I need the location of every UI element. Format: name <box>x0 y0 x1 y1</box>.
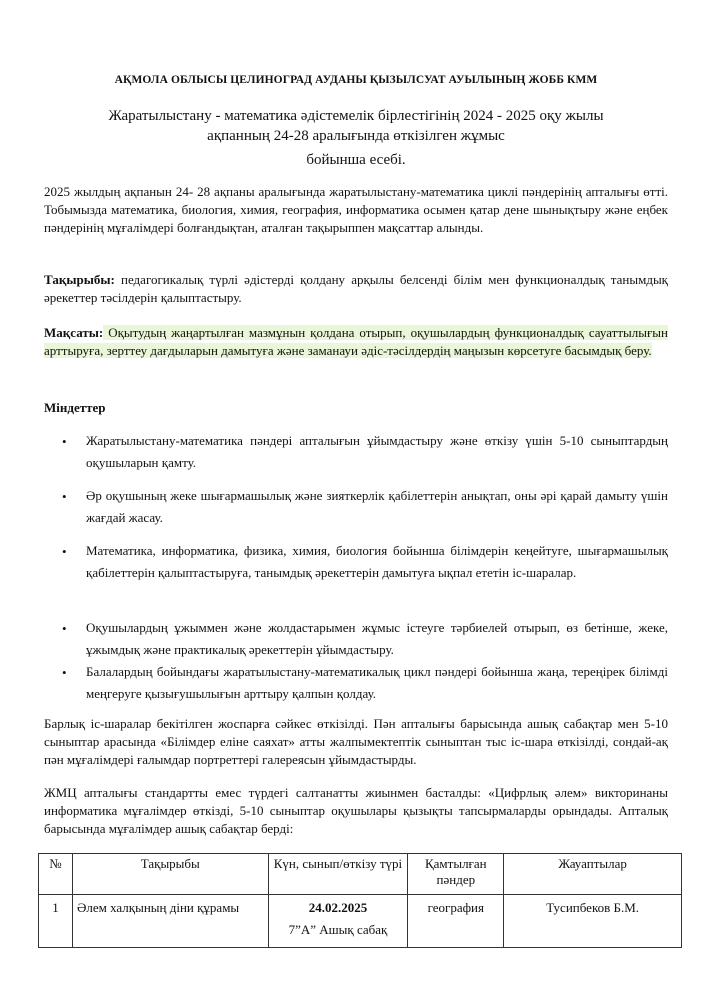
organization-header: АҚМОЛА ОБЛЫСЫ ЦЕЛИНОГРАД АУДАНЫ ҚЫЗЫЛСУАТ АУЫЛЫНЫҢ ЖОББ КММ <box>114 74 598 86</box>
tasks-heading: Міндеттер <box>44 400 106 415</box>
events-paragraph: Барлық іс-шаралар бекітілген жоспарға сәйкес өткізілді. Пән апталығы барысында ашық сабақтар мен 5-10 сыныптар арасында «Білімдер еліне саяхат» атты жалпымектептік сыныптан тыс іс-шара өткізілді, сондай-ақ пән мұғалімдері ғалымдар портреттері галереясын ұйымдастырды. <box>44 716 668 767</box>
table-header-row <box>39 854 682 895</box>
intro-paragraph: 2025 жылдың ақпанын 24- 28 ақпаны аралығында жаратылыстану-математика циклі пәндерінің апталығы өтті. Тобымызда математика, биология, химия, география, информатика осымен қатар дене шынықтыру және еңбек пәндерінің мұғалімдері болғандықтан, аталған тақырыппен мақсаттар алынды. <box>44 184 668 235</box>
table-row <box>39 895 682 948</box>
row-topic: Әлем халқының діни құрамы <box>72 895 268 948</box>
row-number: 1 <box>39 895 73 948</box>
opening-paragraph: ЖМЦ апталығы стандартты емес түрдегі салтанатты жиынмен басталды: «Цифрлық әлем» викторинаны информатика мұғалімдер өткізді, 5-10 сыныптар оқушылары қызықты тапсырмаларды орындады. Апталық барысында мұғалімдер ашық сабақтар берді: <box>44 785 668 836</box>
task-item-2: Әр оқушының жеке шығармашылық және зияткерлік қабілеттерін анықтап, оны әрі қарай дамыту үшін жағдай жасау. <box>86 488 668 525</box>
topic-text: педагогикалық түрлі әдістерді қолдану арқылы белсенді білім мен функционалдық танымдық әрекеттер тәсілдерін қалыптастыру. <box>44 272 668 305</box>
row-subject: география <box>408 895 504 948</box>
open-lessons-table <box>38 853 682 948</box>
header-responsible: Жауаптылар <box>504 854 682 895</box>
header-date-class: Күн, сынып/өткізу түрі <box>268 854 408 895</box>
task-item-5: Балалардың бойындағы жаратылыстану-математикалық цикл пәндері бойынша жаңа, тереңірек білімді меңгеруге қызығушылығын арттыру қалпын қолдау. <box>86 664 668 701</box>
task-item-4: Оқушылардың ұжыммен және жолдастарымен жұмыс істеуге тәрбиелей отырып, өз бетінше, жеке, ұжымдық және практикалық әрекеттерін ұйымдастыру. <box>86 620 668 657</box>
header-number: № <box>39 854 73 895</box>
topic-paragraph <box>44 271 668 307</box>
topic-label: Тақырыбы: <box>44 272 115 287</box>
task-item-3: Математика, информатика, физика, химия, биология бойынша білімдерін кеңейтуге, шығармашылық қабілеттерін қалыптастыруға, танымдық әрекеттерін дамытуға ықпал ететін іс-шаралар. <box>86 543 668 580</box>
goal-text: Оқытудың жаңартылған мазмұнын қолдана отырып, оқушылардың функционалдық сауаттылығын арттыруға, зерттеу дағдыларын дамытуға және заманауи әдіс-тәсілдердің маңызын көрсетуге басымдық беру. <box>44 325 668 358</box>
row-class-type: 7”А” Ашық сабақ <box>288 922 388 937</box>
bullet-2: • <box>62 489 67 504</box>
row-date-class <box>268 895 408 948</box>
report-title-line-2: ақпанның 24-28 аралығында өткізілген жұмыс <box>207 128 505 144</box>
bullet-4: • <box>62 621 67 636</box>
goal-label: Мақсаты: <box>44 325 104 340</box>
bullet-5: • <box>62 665 67 680</box>
task-item-1: Жаратылыстану-математика пәндері апталығын ұйымдастыру және өткізу үшін 5-10 сыныптардың оқушыларын қамту. <box>86 433 668 470</box>
bullet-3: • <box>62 544 67 559</box>
bullet-1: • <box>62 434 67 449</box>
header-topic: Тақырыбы <box>72 854 268 895</box>
goal-paragraph <box>44 324 668 360</box>
row-responsible: Тусипбеков Б.М. <box>504 895 682 948</box>
report-title-line-1: Жаратылыстану - математика әдістемелік бірлестігінің 2024 - 2025 оқу жылы <box>108 108 604 124</box>
header-subjects: Қамтылған пәндер <box>408 854 504 895</box>
row-date: 24.02.2025 <box>308 900 368 915</box>
report-title-line-3: бойынша есебі. <box>306 152 406 168</box>
